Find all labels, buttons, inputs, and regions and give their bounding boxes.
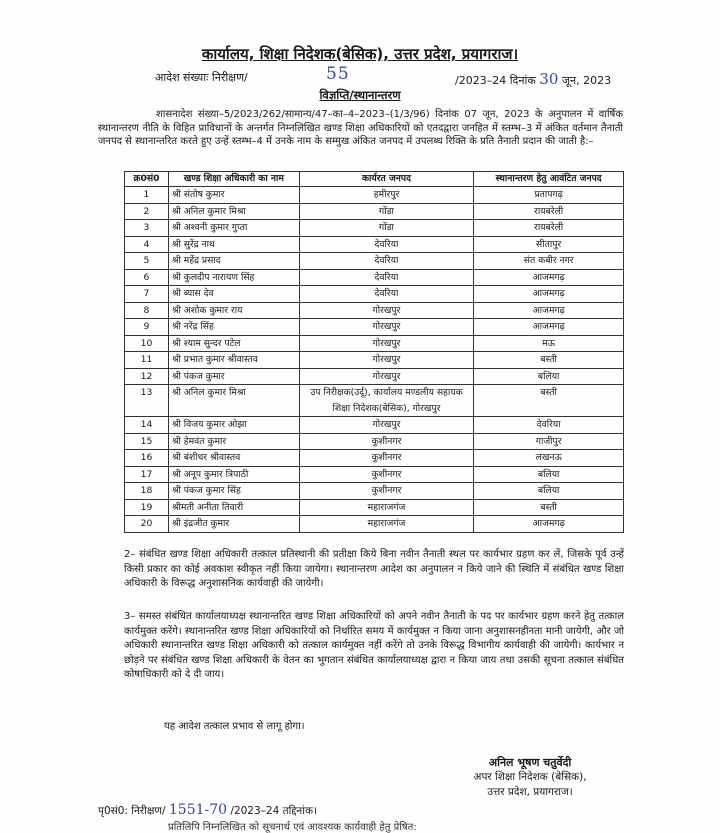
cell-allotted-district: आजमगढ़ <box>474 302 624 319</box>
cell-allotted-district: आजमगढ़ <box>474 319 624 336</box>
cell-serial: 19 <box>125 499 169 516</box>
cell-allotted-district: बस्ती <box>474 352 624 369</box>
cell-serial: 1 <box>125 187 169 204</box>
cell-allotted-district: प्रतापगढ़ <box>474 187 624 204</box>
cell-serial: 2 <box>125 203 169 220</box>
footer-label: पृ0सं0: निरीक्षण/ <box>98 805 166 817</box>
signatory-name: अनिल भूषण चतुर्वेदी <box>488 756 572 769</box>
paragraph-2: 2– संबंधित खण्ड शिक्षा अधिकारी तत्काल प्रतिस्थानी की प्रतीक्षा किये बिना नवीन तैनाती स्थल पर कार्यभार ग्रहण कर लें, जिसके पूर्व उन्हें किसी प्रकार का कोई अवकाश स्वीकृत नहीं किया जायेगा। स्थानान्तरण आदेश का अनुपालन न किये जाने की स्थिति में संबंधित खण्ड शिक्षा अधिकारी के विरूद्ध अनुशासनिक कार्यवाही की जायेगी। <box>124 549 624 589</box>
table-row <box>125 187 624 204</box>
cell-officer-name: श्री अशोक कुमार राय <box>168 302 299 319</box>
signatory-location: उत्तर प्रदेश, प्रयागराज। <box>487 786 573 798</box>
footer-reference <box>98 802 317 818</box>
footer-cut-line: प्रतिलिपि निम्नलिखित को सूचनार्थ एवं आवश्यक कार्यवाही हेतु प्रेषित: <box>168 822 417 833</box>
cell-current-district: गोरखपुर <box>299 368 474 385</box>
cell-allotted-district: गाजीपुर <box>474 433 624 450</box>
header-current-district: कार्यरत जनपद <box>299 172 474 187</box>
order-day-handwritten: 30 <box>539 70 559 88</box>
table-row <box>125 335 624 352</box>
cell-allotted-district: रायबरेली <box>474 220 624 237</box>
cell-officer-name: श्री पंकज कुमार <box>168 368 299 385</box>
cell-officer-name: श्री अनिल कुमार मिश्रा <box>168 385 299 417</box>
cell-serial: 16 <box>125 450 169 467</box>
cell-allotted-district: बलिया <box>474 368 624 385</box>
cell-allotted-district: रायबरेली <box>474 203 624 220</box>
cell-current-district: देवरिया <box>299 269 474 286</box>
cell-serial: 14 <box>125 417 169 434</box>
cell-officer-name: श्री अनिल कुमार मिश्रा <box>168 203 299 220</box>
cell-serial: 15 <box>125 433 169 450</box>
cell-serial: 7 <box>125 286 169 303</box>
table-row <box>125 203 624 220</box>
table-row <box>125 236 624 253</box>
cell-officer-name: श्री पंकज कुमार सिंह <box>168 483 299 500</box>
cell-allotted-district: सीतापुर <box>474 236 624 253</box>
header-allotted-district: स्थानान्तरण हेतु आवंटित जनपद <box>474 172 624 187</box>
transfer-table <box>124 171 624 533</box>
table-row <box>125 516 624 533</box>
paragraph-3: 3– समस्त संबंधित कार्यालयाध्यक्ष स्थानान्तरित खण्ड शिक्षा अधिकारियों को अपने नवीन तैनाती के पद पर कार्यभार ग्रहण करने हेतु तत्काल कार्यमुक्त करेंगे। स्थानान्तरित खण्ड शिक्षा अधिकारियों को निर्धारित समय में कार्यमुक्त न किया जाना अनुशासनहीनता मानी जायेगी, और जो अधिकारी स्थानान्तरित खण्ड शिक्षा अधिकारी को तत्काल कार्यमुक्त नहीं करेंगे तो उनके विरूद्ध विभागीय कार्यवाही की जायेगी। कार्यभार न छोड़ने पर संबंधित खण्ड शिक्षा अधिकारी के वेतन का भुगतान संबंधित कार्यालयाध्यक्ष द्वारा न किया जाय तथा उसकी सूचना तत्काल संबंधित कोषाधिकारी को दे दी जाय। <box>124 611 624 680</box>
cell-officer-name: श्री बंशीधर श्रीवास्तव <box>168 450 299 467</box>
cell-current-district: कुशीनगर <box>299 483 474 500</box>
cell-allotted-district: संत कबीर नगर <box>474 253 624 270</box>
signature-block <box>430 755 630 800</box>
table-row <box>125 319 624 336</box>
cell-serial: 6 <box>125 269 169 286</box>
order-number-handwritten: 55 <box>326 64 350 84</box>
cell-allotted-district: आजमगढ़ <box>474 269 624 286</box>
cell-officer-name: श्री नरेंद्र सिंह <box>168 319 299 336</box>
order-label: आदेश संख्याः निरीक्षण/ <box>155 71 248 84</box>
cell-allotted-district: आजमगढ़ <box>474 286 624 303</box>
table-header-row <box>125 172 624 187</box>
table-row <box>125 466 624 483</box>
header-officer-name: खण्ड शिक्षा अधिकारी का नाम <box>168 172 299 187</box>
order-month: जून, 2023 <box>561 74 612 87</box>
cell-serial: 11 <box>125 352 169 369</box>
cell-serial: 4 <box>125 236 169 253</box>
cell-allotted-district: मऊ <box>474 335 624 352</box>
cell-allotted-district: आजमगढ़ <box>474 516 624 533</box>
cell-current-district: गोरखपुर <box>299 335 474 352</box>
cell-officer-name: श्री संतोष कुमार <box>168 187 299 204</box>
cell-current-district: कुशीनगर <box>299 466 474 483</box>
cell-current-district: हमीरपुर <box>299 187 474 204</box>
cell-current-district: महाराजगंज <box>299 516 474 533</box>
cell-serial: 17 <box>125 466 169 483</box>
table-row <box>125 253 624 270</box>
table-row <box>125 450 624 467</box>
cell-allotted-district: बस्ती <box>474 499 624 516</box>
footer-year: /2023–24 तद्दिनांक। <box>230 805 317 817</box>
subject-heading: विज्ञप्ति/स्थानान्तरण <box>319 88 401 102</box>
cell-officer-name: श्री अनूप कुमार त्रिपाठी <box>168 466 299 483</box>
cell-serial: 3 <box>125 220 169 237</box>
table-row <box>125 368 624 385</box>
cell-officer-name: श्री कुलदीप नारायण सिंह <box>168 269 299 286</box>
cell-current-district: उप निरीक्षक(उर्दू), कार्यालय मण्डलीय सहायक शिक्षा निदेशक(बेसिक), गोरखपुर <box>299 385 474 417</box>
cell-officer-name: श्री इंद्रजीत कुमार <box>168 516 299 533</box>
table-row <box>125 302 624 319</box>
cell-officer-name: श्री हेमवंत कुमार <box>168 433 299 450</box>
cell-serial: 10 <box>125 335 169 352</box>
cell-current-district: गोंडा <box>299 203 474 220</box>
cell-current-district: महाराजगंज <box>299 499 474 516</box>
table-body <box>125 187 624 533</box>
table-row <box>125 385 624 417</box>
footer-number-handwritten: 1551-70 <box>168 802 228 818</box>
table-row <box>125 286 624 303</box>
cell-current-district: गोंडा <box>299 220 474 237</box>
table-row <box>125 269 624 286</box>
cell-serial: 18 <box>125 483 169 500</box>
cell-serial: 20 <box>125 516 169 533</box>
cell-officer-name: श्री प्रभात कुमार श्रीवास्तव <box>168 352 299 369</box>
signatory-designation: अपर शिक्षा निदेशक (बेसिक), <box>473 771 587 783</box>
cell-allotted-district: बलिया <box>474 466 624 483</box>
cell-officer-name: श्री सुरेंद्र नाथ <box>168 236 299 253</box>
cell-serial: 8 <box>125 302 169 319</box>
cell-serial: 13 <box>125 385 169 417</box>
cell-current-district: गोरखपुर <box>299 319 474 336</box>
table-row <box>125 417 624 434</box>
paragraph-4: यह आदेश तत्काल प्रभाव से लागू होगा। <box>164 721 305 732</box>
cell-officer-name: श्री श्याम सुन्दर पटेल <box>168 335 299 352</box>
cell-current-district: देवरिया <box>299 253 474 270</box>
cell-officer-name: श्री अश्वनी कुमार गुप्ता <box>168 220 299 237</box>
header-serial: क्र0सं0 <box>125 172 169 187</box>
table-row <box>125 433 624 450</box>
cell-current-district: कुशीनगर <box>299 450 474 467</box>
cell-allotted-district: बस्ती <box>474 385 624 417</box>
cell-allotted-district: देवरिया <box>474 417 624 434</box>
cell-officer-name: श्री विजय कुमार ओझा <box>168 417 299 434</box>
cell-current-district: कुशीनगर <box>299 433 474 450</box>
cell-current-district: गोरखपुर <box>299 417 474 434</box>
office-title: कार्यालय, शिक्षा निदेशक(बेसिक), उत्तर प्रदेश, प्रयागराज। <box>201 45 519 63</box>
table-row <box>125 499 624 516</box>
intro-paragraph: शासनादेश संख्या–5/2023/262/सामान्य/47–का–4–2023–(1/3/96) दिनांक 07 जून, 2023 के अनुपालन में वार्षिक स्थानान्तरण नीति के विहित प्राविधानों के अन्तर्गत निम्नलिखित खण्ड शिक्षा अधिकारियों को एतदद्वारा जनहित में स्तम्भ–3 में अंकित वर्तमान तैनाती जनपद से स्थानान्तरित करते हुए उन्हें स्तम्भ–4 में उनके नाम के सम्मुख अंकित जनपद में उपलब्ध रिक्ति के प्रति तैनाती प्रदान की जाती है:– <box>98 109 623 147</box>
cell-current-district: देवरिया <box>299 236 474 253</box>
order-date <box>455 70 611 88</box>
cell-officer-name: श्री ब्यास देव <box>168 286 299 303</box>
cell-serial: 9 <box>125 319 169 336</box>
table-row <box>125 483 624 500</box>
cell-current-district: देवरिया <box>299 286 474 303</box>
cell-allotted-district: लखनऊ <box>474 450 624 467</box>
cell-allotted-district: बलिया <box>474 483 624 500</box>
cell-officer-name: श्रीमती अनीता तिवारी <box>168 499 299 516</box>
cell-officer-name: श्री महेंद्र प्रसाद <box>168 253 299 270</box>
table-row <box>125 352 624 369</box>
order-year: /2023–24 दिनांक <box>455 74 536 87</box>
cell-serial: 12 <box>125 368 169 385</box>
cell-current-district: गोरखपुर <box>299 352 474 369</box>
cell-serial: 5 <box>125 253 169 270</box>
cell-current-district: गोरखपुर <box>299 302 474 319</box>
table-row <box>125 220 624 237</box>
